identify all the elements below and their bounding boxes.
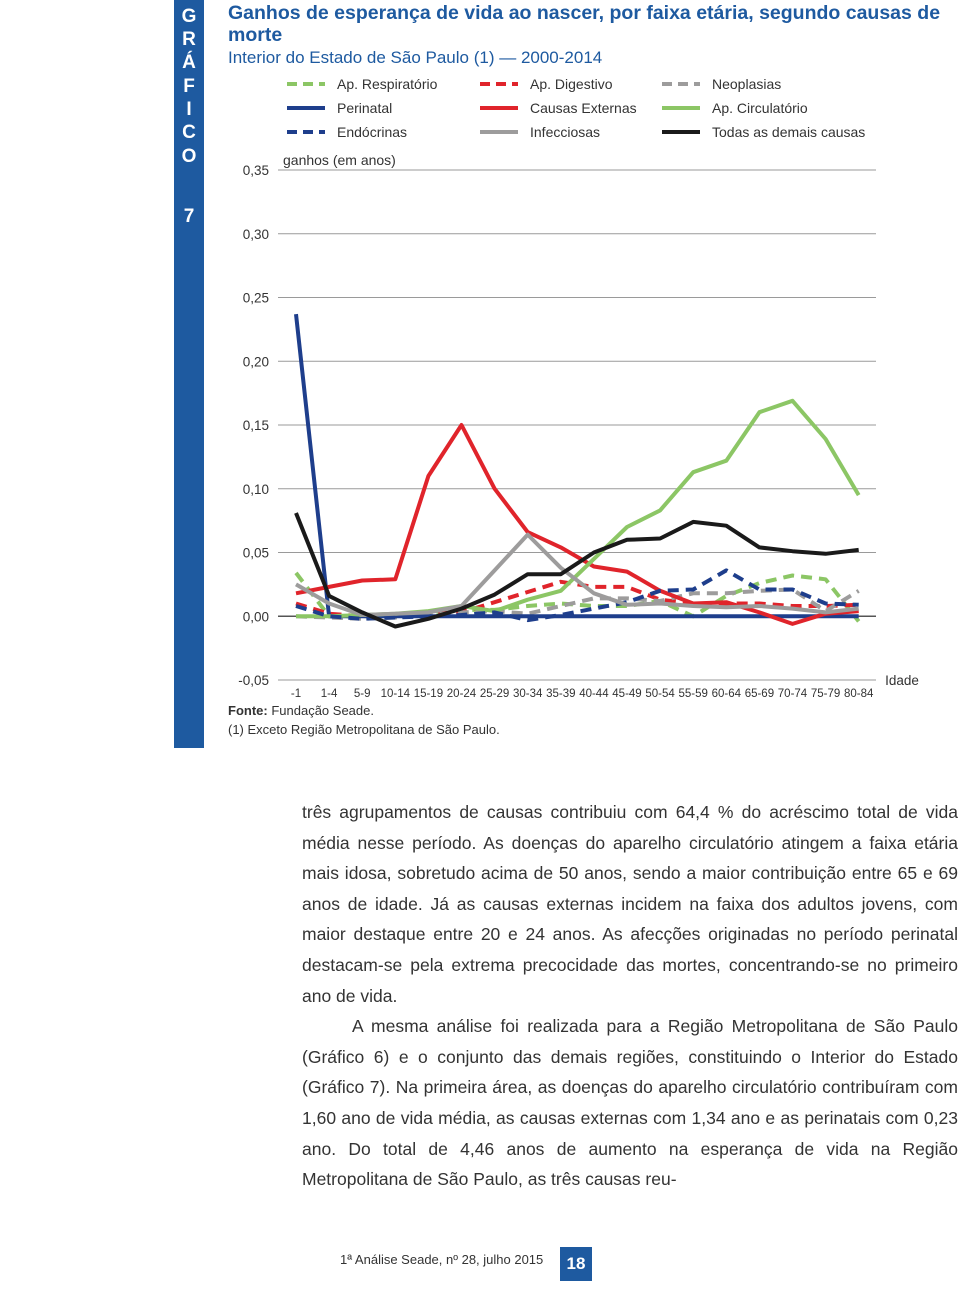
paragraph-1: três agrupamentos de causas contribuiu com 64,4 % do acréscimo total de vida média nesse período. As doenças do aparelho circulatório atingem a faixa etária mais idosa, sobretudo acima de 50 anos, sendo a maior contribuição entre 65 e 69 anos de idade. Já as causas externas incidem na faixa dos adultos jovens, com maior destaque entre 20 e 24 anos. As afecções originadas no período perinatal destacam-se pela extrema precocidade das mortes, concentrando-se no primeiro ano de vida. [302, 802, 958, 1006]
x-tick-label: 20-24 [446, 688, 477, 700]
x-tick-label: 10-14 [380, 688, 411, 700]
x-tick-label: 50-54 [645, 688, 675, 700]
x-tick-label: 5-9 [353, 688, 371, 700]
series-line [296, 314, 859, 616]
x-tick-label: 80-84 [843, 688, 874, 700]
series-line [296, 425, 859, 624]
sidebar-chart-number: 7 [183, 206, 195, 227]
y-tick-label: 0,30 [242, 226, 269, 242]
series-line [296, 401, 859, 617]
footnote: (1) Exceto Região Metropolitana de São Paulo. [228, 722, 500, 737]
footer-publication: 1ª Análise Seade, nº 28, julho 2015 [340, 1252, 544, 1267]
chart-subtitle: Interior do Estado de São Paulo (1) — 2000-2014 [228, 48, 603, 67]
y-tick-label: 0,10 [242, 481, 269, 497]
x-tick-label: 75-79 [810, 688, 841, 700]
x-tick-label: 1-4 [320, 688, 338, 700]
sidebar-letter: Á [182, 52, 196, 73]
sidebar-letter: G [181, 6, 197, 27]
x-tick-label: 70-74 [777, 688, 808, 700]
x-tick-label: 30-34 [512, 688, 543, 700]
y-tick-label: 0,15 [242, 418, 269, 433]
series-line [296, 513, 859, 627]
legend-label: Causas Externas [530, 100, 637, 116]
legend-label: Ap. Circulatório [712, 100, 808, 116]
legend-label: Infecciosas [530, 124, 601, 140]
y-tick-label: 0,20 [242, 354, 269, 370]
x-axis-label: Idade [885, 673, 919, 688]
x-tick-label: 40-44 [579, 688, 609, 700]
y-tick-label: -0,05 [238, 673, 269, 688]
x-tick-label: 25-29 [479, 688, 510, 700]
x-tick-label: -1 [290, 688, 302, 700]
sidebar-letter: C [182, 122, 196, 143]
x-tick-label: 65-69 [744, 688, 775, 700]
series-line [296, 582, 859, 617]
y-tick-label: 0,05 [242, 545, 269, 561]
x-tick-label: 55-59 [678, 688, 708, 700]
legend-label: Todas as demais causas [712, 124, 866, 140]
x-tick-label: 45-49 [612, 688, 642, 700]
sidebar-letter: I [186, 99, 192, 120]
paragraph-2: A mesma análise foi realizada para a Região Metropolitana de São Paulo (Gráfico 6) e o conjunto das demais regiões, constituindo o Interior do Estado (Gráfico 7). Na primeira área, as doenças do aparelho circulatório contribuíram com 1,60 ano de vida média, as causas externas com 1,34 ano e as perinatais com 0,23 ano. Do total de 4,46 anos de aumento na esperança de vida na Região Metropolitana de São Paulo, as três causas reu- [302, 1016, 958, 1190]
y-axis-label: ganhos (em anos) [283, 152, 396, 168]
sidebar-letter: R [182, 29, 196, 50]
legend-label: Perinatal [337, 100, 393, 116]
y-tick-label: 0,25 [242, 290, 269, 306]
y-tick-label: 0,00 [242, 609, 269, 625]
legend-label: Neoplasias [712, 76, 782, 92]
chart-title: Ganhos de esperança de vida ao nascer, por faixa etária, segundo causas de morte [228, 2, 941, 46]
x-tick-label: 35-39 [546, 688, 576, 700]
sidebar-letter: F [183, 76, 195, 97]
source-label: Fonte: [228, 703, 268, 718]
legend-label: Ap. Respiratório [337, 76, 438, 92]
body-text [302, 797, 958, 1195]
source-note [228, 703, 374, 718]
legend-label: Ap. Digestivo [530, 76, 613, 92]
x-tick-label: 15-19 [413, 688, 444, 700]
x-tick-label: 60-64 [711, 688, 742, 700]
page-number: 18 [560, 1247, 592, 1281]
sidebar-letter: O [181, 146, 197, 167]
y-tick-label: 0,35 [242, 163, 269, 178]
legend-label: Endócrinas [337, 124, 408, 140]
source-value: Fundação Seade. [271, 703, 374, 718]
